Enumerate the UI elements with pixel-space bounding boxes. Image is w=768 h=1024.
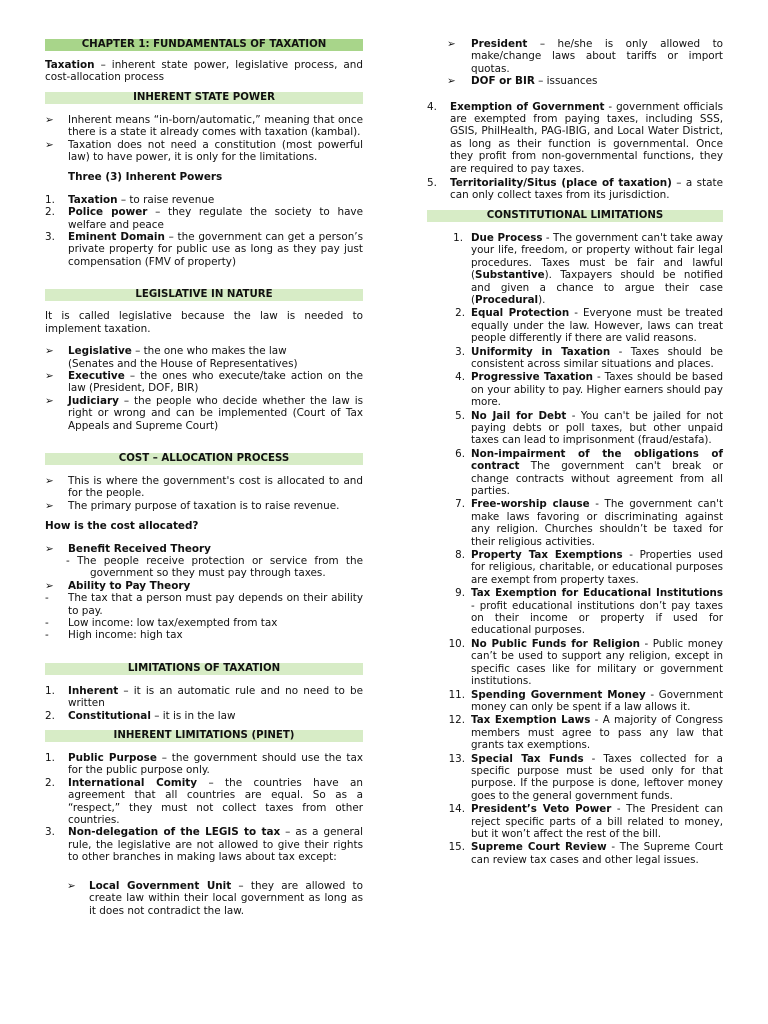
list-item: - The tax that a person must pay depends on their ability to pay. xyxy=(45,592,363,617)
cost-bullets xyxy=(45,475,363,512)
list-item: 13. Special Tax Funds - Taxes collected for a specific purpose must be used only for that purpose. If the purpose is done, leftover money goes to the general government funds. xyxy=(448,752,723,802)
list-item: ➢ This is where the government's cost is allocated to and for the people. xyxy=(45,474,363,500)
list-item: 4. Progressive Taxation - Taxes should be based on your ability to pay. Higher earners should pay more. xyxy=(455,371,723,409)
benefit-text: - The people receive protection or service from the government so they must pay through taxes. xyxy=(66,554,363,580)
heading-inherent-limitations: INHERENT LIMITATIONS (PINET) xyxy=(45,730,363,742)
cost-question: How is the cost allocated? xyxy=(45,520,199,533)
chapter-title: CHAPTER 1: FUNDAMENTALS OF TAXATION xyxy=(45,39,363,51)
list-item: ➢ President – he/she is only allowed to make/change laws about tariffs or import quotas. xyxy=(447,38,723,75)
list-item: ➢ Executive – the ones who execute/take action on the law (President, DOF, BIR) xyxy=(45,369,363,395)
pinet-list xyxy=(45,752,363,864)
list-item-lgu: ➢ Local Government Unit – they are allowed to create law within their local government as long as it does not contradict the law. xyxy=(67,879,363,917)
list-item: 2. Equal Protection - Everyone must be treated equally under the law. However, laws can treat people differently if there are valid reasons. xyxy=(455,307,723,345)
list-item: 3. Uniformity in Taxation - Taxes should be consistent across similar situations and places. xyxy=(455,345,723,370)
list-item: 1. Taxation – to raise revenue xyxy=(45,193,215,206)
heading-constitutional: CONSTITUTIONAL LIMITATIONS xyxy=(427,210,723,222)
branches-list xyxy=(45,345,363,432)
heading-legislative: LEGISLATIVE IN NATURE xyxy=(45,289,363,301)
list-item: - Low income: low tax/exempted from tax xyxy=(45,617,278,629)
list-item: - High income: high tax xyxy=(45,629,183,642)
limitations-list xyxy=(45,685,363,722)
arrow-bullet-icon: ➢ xyxy=(45,345,54,358)
list-item: 2. Constitutional – it is in the law xyxy=(45,709,236,722)
list-item: 15. Supreme Court Review - The Supreme Court can review tax cases and other legal issues. xyxy=(448,841,723,866)
arrow-bullet-icon: ➢ xyxy=(447,75,456,88)
list-item: 3. Eminent Domain – the government can get a person’s private property for public use as long as they pay just compensation (FMV of property) xyxy=(45,231,363,268)
list-item: 10. No Public Funds for Religion - Public money can’t be used to support any religion, except in specific cases like for military or government institutions. xyxy=(448,637,724,688)
arrow-bullet-icon: ➢ xyxy=(45,369,54,382)
arrow-bullet-icon: ➢ xyxy=(45,474,54,487)
heading-cost-allocation: COST – ALLOCATION PROCESS xyxy=(45,453,363,465)
list-item: 4. Exemption of Government - government officials are exempted from paying taxes, including SSS, GSIS, PhilHealth, PAG-IBIG, and Local Water District, as long as their function is governmental. Once they profit from non-governmental functions, they are required to pay taxes. xyxy=(427,100,724,175)
list-item: 7. Free-worship clause - The government can't make laws favoring or discriminating against any religion. Churches shouldn’t be taxed for their religious activities. xyxy=(455,498,723,548)
inherent-bullets xyxy=(45,114,363,164)
arrow-bullet-icon: ➢ xyxy=(45,579,54,592)
heading-inherent-state-power: INHERENT STATE POWER xyxy=(45,92,363,104)
list-item: ➢ Inherent means “in-born/automatic,” meaning that once there is a state it already comes with taxation (kambal). xyxy=(45,113,363,139)
list-item: 12. Tax Exemption Laws - A majority of Congress members must agree to pass any law that grants tax exemptions. xyxy=(448,714,723,752)
list-item: 2. International Comity – the countries have an agreement that all countries are equal. So as a “respect,” they must not collect taxes from other countries. xyxy=(45,776,363,827)
constitutional-list xyxy=(427,232,723,866)
list-item: 6. Non-impairment of the obligations of contract The government can't break or change contracts without agreement from all parties. xyxy=(455,447,723,497)
arrow-bullet-icon: ➢ xyxy=(45,394,54,407)
left-column xyxy=(45,0,363,917)
list-item: ➢ Taxation does not need a constitution (most powerful law) to have power, it is only for the limitations. xyxy=(45,138,363,164)
list-item: 2. Police power – they regulate the society to have welfare and peace xyxy=(45,206,363,231)
legislative-intro: It is called legislative because the law is needed to implement taxation. xyxy=(45,310,363,335)
list-item: 1. Due Process - The government can't take away your life, freedom, or property without fair legal procedures. Taxes must be fair and lawful (Substantive). Taxpayers should be notified and given a chance to argue their case (Procedural). xyxy=(453,231,723,306)
theories xyxy=(45,543,363,642)
list-item: 8. Property Tax Exemptions - Properties used for religious, charitable, or educational purposes are exempt from property taxes. xyxy=(455,549,723,586)
list-item: 1. Public Purpose – the government should use the tax for the public purpose only. xyxy=(45,752,364,777)
arrow-bullet-icon: ➢ xyxy=(45,113,54,126)
pinet-continued xyxy=(427,101,723,202)
taxation-definition: Taxation – inherent state power, legislative process, and cost-allocation process xyxy=(45,59,363,84)
list-item: ➢ The primary purpose of taxation is to raise revenue. xyxy=(45,499,340,512)
powers-list xyxy=(45,194,363,268)
list-item: 1. Inherent – it is an automatic rule and no need to be written xyxy=(45,684,363,710)
list-item: 11. Spending Government Money - Government money can only be spent if a law allows it. xyxy=(448,688,723,713)
arrow-bullet-icon: ➢ xyxy=(447,38,456,50)
arrow-bullet-icon: ➢ xyxy=(45,499,54,512)
list-item: ➢ Benefit Received Theory xyxy=(45,542,211,555)
exceptions-list xyxy=(447,38,723,88)
arrow-bullet-icon: ➢ xyxy=(45,138,54,151)
list-item: ➢ Ability to Pay Theory xyxy=(45,579,191,592)
right-column xyxy=(427,0,723,866)
list-item: ➢ DOF or BIR – issuances xyxy=(447,75,598,88)
list-item: ➢ Judiciary – the people who decide whether the law is right or wrong and can be implemented (Court of Tax Appeals and Supreme Court) xyxy=(45,394,363,432)
heading-limitations: LIMITATIONS OF TAXATION xyxy=(45,663,363,675)
list-item: 14. President’s Veto Power - The President can reject specific parts of a bill related to money, but it won’t affect the rest of the bill. xyxy=(448,803,723,840)
list-item: 9. Tax Exemption for Educational Institutions - profit educational institutions don’t pay taxes on their income or property if used for educational purposes. xyxy=(455,587,723,637)
list-item: 5. No Jail for Debt - You can't be jailed for not paying debts or poll taxes, but other unpaid taxes can lead to imprisonment (fraud/estafa). xyxy=(455,409,723,447)
list-item: 5. Territoriality/Situs (place of taxation) – a state can only collect taxes from its jurisdiction. xyxy=(427,177,723,202)
list-item: 3. Non-delegation of the LEGIS to tax – as a general rule, the legislative are not allowed to give their rights to other branches in making laws about tax except: xyxy=(45,826,363,864)
arrow-bullet-icon: ➢ xyxy=(67,879,76,892)
three-powers-title: Three (3) Inherent Powers xyxy=(68,171,223,184)
arrow-bullet-icon: ➢ xyxy=(45,542,54,555)
list-item: ➢ Legislative – the one who makes the law (Senates and the House of Representatives) xyxy=(45,345,298,370)
